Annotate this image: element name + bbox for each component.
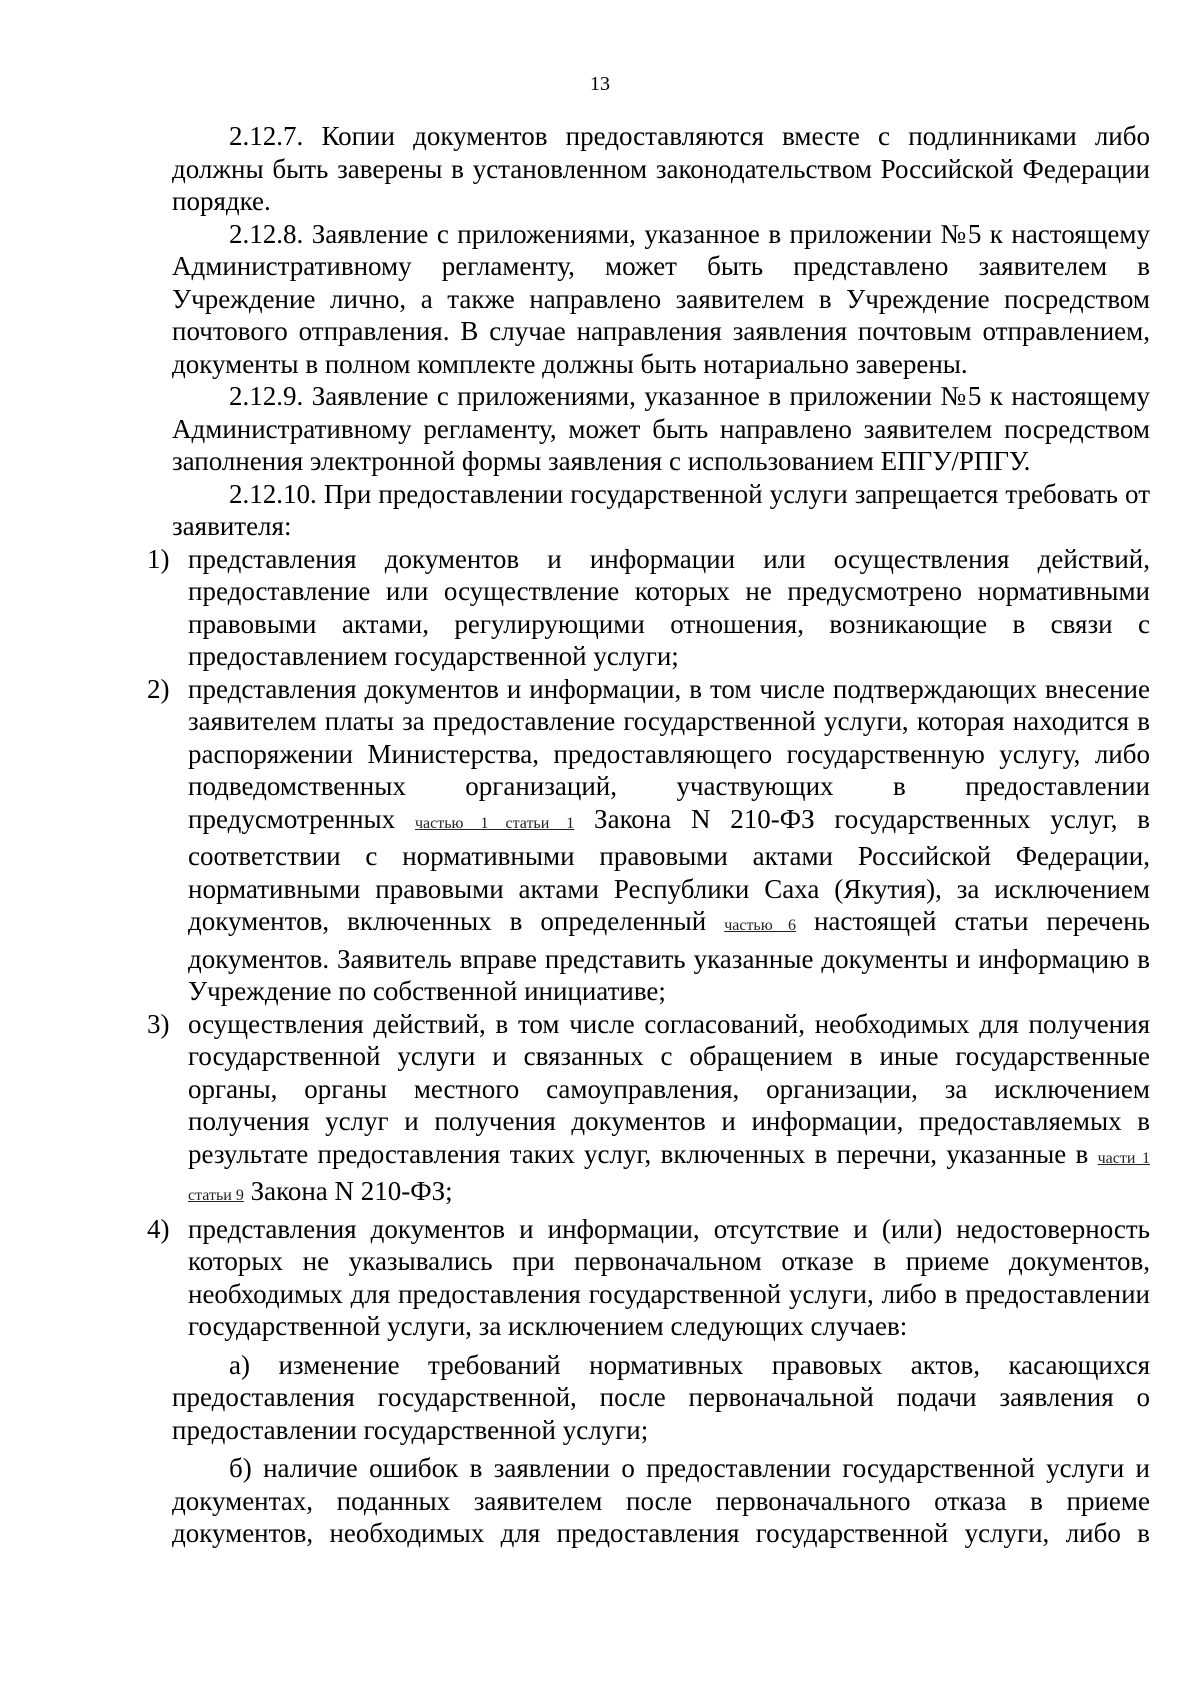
list-item-4: [147, 1213, 1150, 1343]
list-item-text: Закона N 210-ФЗ;: [243, 1176, 453, 1206]
law-reference-link[interactable]: частью 1 статьи 1: [414, 814, 575, 832]
list-item-1: [147, 543, 1150, 673]
list-item-text: представления документов и информации, отсутствие и (или) недостоверность которых не указывались при первоначальном отказе в приеме документов, необходимых для предоставления государственной услуги, либо в предоставлении государственной услуги, за исключением следующих случаев:: [188, 1213, 1150, 1341]
paragraph-2-12-9: 2.12.9. Заявление с приложениями, указанное в приложении №5 к настоящему Административному регламенту, может быть направлено заявителем посредством заполнения электронной формы заявления с использованием ЕПГУ/РПГУ.: [172, 381, 1150, 476]
subitem-a: а) изменение требований нормативных правовых актов, касающихся предоставления государственной, после первоначальной подачи заявления о предоставлении государственной услуги;: [172, 1349, 1150, 1445]
list-item-text: осуществления действий, в том числе согласований, необходимых для получения государственной услуги и связанных с обращением в иные государственные органы, органы местного самоуправления, организации, за исключением получения услуг и получения документов и информации, предоставляемых в результате предоставления таких услуг, включенных в перечни, указанные в: [188, 1008, 1150, 1169]
law-reference-link[interactable]: части 1 статьи 9: [188, 1149, 1150, 1204]
list-item-number: 3): [147, 1008, 170, 1039]
list-item-text: представления документов и информации, в том числе подтверждающих внесение заявителем платы за предоставление государственной услуги, которая находится в распоряжении Министерства, предоставляющего государственную услугу, либо подведомственных организаций, участвующих в предоставлении предусмотренных: [188, 673, 1150, 834]
list-item-number: 1): [147, 543, 170, 574]
law-reference-link[interactable]: частью 6: [724, 917, 796, 934]
paragraph-2-12-7: 2.12.7. Копии документов предоставляются вместе с подлинниками либо должны быть заверены в установленном законодательством Российской Федерации порядке.: [172, 121, 1150, 216]
list-item-3: [147, 1008, 1150, 1213]
document-body: [147, 120, 1150, 1582]
paragraph-2-12-10: 2.12.10. При предоставлении государственной услуги запрещается требовать от заявителя:: [172, 478, 1150, 541]
list-item-text: Закона N 210-ФЗ государственных услуг, в соответствии с нормативными правовыми актами Российской Федерации, нормативными правовыми актами Республики Саха (Якутия), за исключением документов, включенных в определенный: [188, 803, 1150, 936]
list-item-2: [147, 673, 1150, 1008]
page-number: 13: [590, 73, 610, 95]
paragraph-2-12-8: 2.12.8. Заявление с приложениями, указанное в приложении №5 к настоящему Административному регламенту, может быть представлено заявителем в Учреждение лично, а также направлено заявителем в Учреждение посредством почтового отправления. В случае направления заявления почтовым отправлением, документы в полном комплекте должны быть нотариально заверены.: [172, 218, 1150, 379]
list-item-number: 2): [147, 673, 170, 704]
list-item-number: 4): [147, 1213, 170, 1244]
prohibited-requirements-list: [147, 543, 1150, 1343]
subitem-b: б) наличие ошибок в заявлении о предоставлении государственной услуги и документах, поданных заявителем после первоначального отказа в приеме документов, необходимых для предоставления государственной услуги, либо в: [172, 1453, 1150, 1548]
list-item-text: настоящей статьи перечень документов. Заявитель вправе представить указанные документы и информацию в Учреждение по собственной инициативе;: [188, 906, 1150, 1006]
list-item-text: представления документов и информации или осуществления действий, предоставление или осуществление которых не предусмотрено нормативными правовыми актами, регулирующими отношения, возникающие в связи с предоставлением государственной услуги;: [188, 543, 1150, 671]
